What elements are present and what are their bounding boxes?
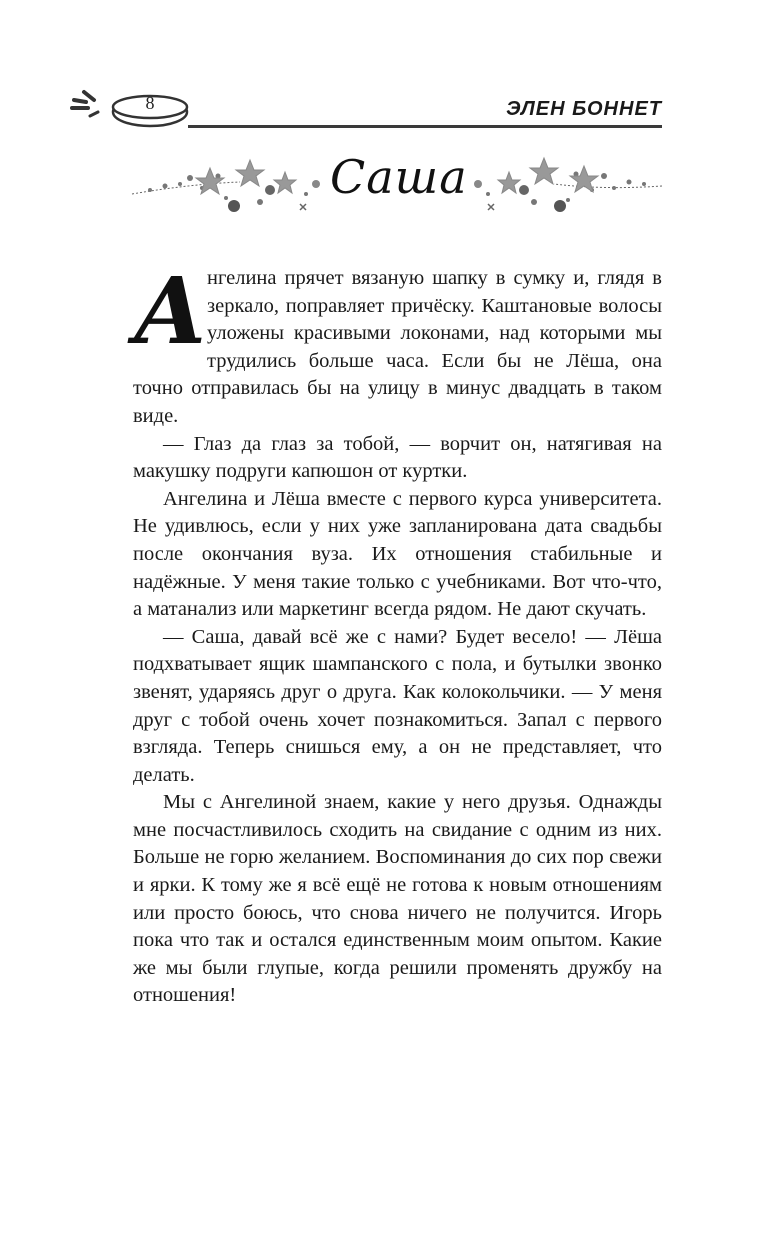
snowflake-ornament-left-icon	[130, 154, 330, 214]
decorative-dashes-icon	[70, 86, 110, 126]
chapter-title: Саша	[330, 150, 468, 204]
paragraph: Мы с Ангелиной знаем, какие у него друзья. Однажды мне посчастливилось сходить на свидание с одним из них. Больше не горю желанием. Воспоминания до сих пор свежи и ярки. К тому же я всё ещё не готова к новым отношениям или просто боюсь, что снова ничего не получится. Игорь пока что так и остался единственным моим опытом. Какие же мы были глупые, когда решили променять дружбу на отношения!	[133, 791, 662, 1007]
chapter-heading	[130, 150, 660, 226]
header-rule	[188, 125, 662, 128]
body-text	[133, 257, 662, 1010]
page-number: 8	[145, 93, 155, 113]
paragraph: — Саша, давай всё же с нами? Будет весело! — Лёша подхватывает ящик шампанского с пола, и бутылки звонко звенят, ударяясь друг о друга. Как колокольчики. — У меня друг с тобой очень хочет познакомиться. Запал с первого взгляда. Теперь снишься ему, а он не представляет, что делать.	[133, 625, 662, 786]
snowflake-ornament-right-icon	[464, 154, 664, 214]
running-header	[70, 86, 662, 136]
paragraph: Ангелина и Лёша вместе с первого курса университета. Не удивлюсь, если у них уже запланирована дата свадьбы после окончания вуза. Их отношения стабильные и надёжные. У меня такие только с учебниками. Вот что-что, а матанализ или маркетинг всегда рядом. Не дают скучать.	[133, 487, 662, 621]
paragraph: — Глаз да глаз за тобой, — ворчит он, натягивая на макушку подруги капюшон от куртки.	[133, 432, 662, 483]
author-name: ЭЛЕН БОННЕТ	[506, 98, 662, 120]
paragraph	[133, 257, 662, 431]
paragraph-text: нгелина прячет вязаную шапку в сумку и, глядя в зеркало, поправляет причёску. Каштановые волосы уложены красивыми локонами, над которыми мы трудились больше часа. Если бы не Лёша, она точно отправилась бы на улицу в минус двадцать в таком виде.	[133, 267, 662, 427]
drop-cap: А	[133, 257, 208, 365]
